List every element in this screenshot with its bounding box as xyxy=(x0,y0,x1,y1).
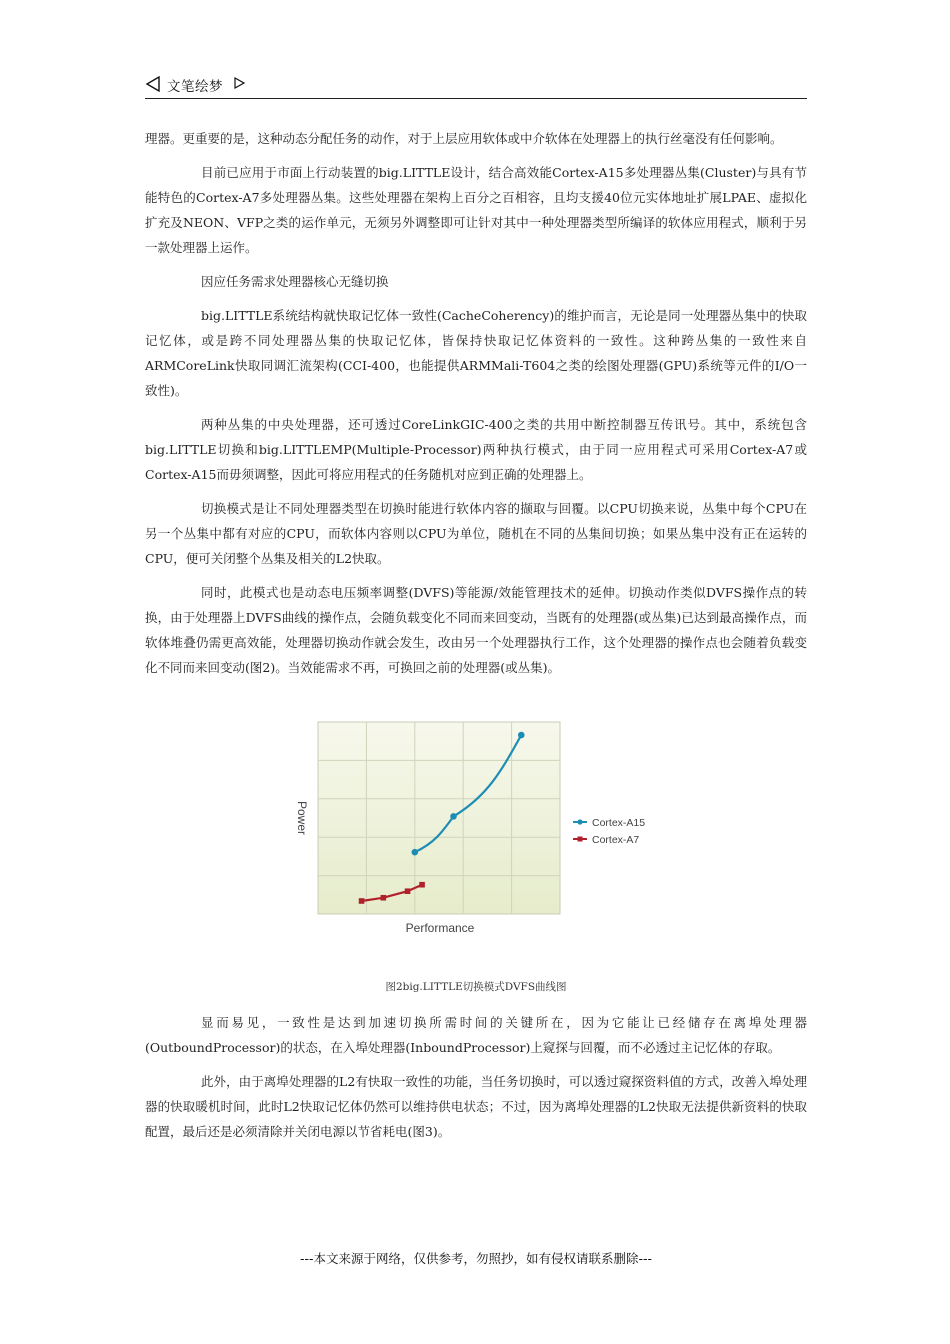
paragraph: 同时，此模式也是动态电压频率调整(DVFS)等能源/效能管理技术的延伸。切换动作类似DVFS操作点的转换，由于处理器上DVFS曲线的操作点，会随负载变化不同而来回变动，当既有的处理器(或丛集)已达到最高操作点，而软体堆叠仍需更高效能，处理器切换动作就会发生，改由另一个处理器执行工作，这个处理器的操作点也会随着负载变化不同而来回变动(图2)。当效能需求不再，可换回之前的处理器(或丛集)。 xyxy=(145,585,807,675)
paragraph: 此外，由于离埠处理器的L2有快取一致性的功能，当任务切换时，可以透过窥探资料值的方式，改善入埠处理器的快取暖机时间，此时L2快取记忆体仍然可以维持供电状态；不过，因为离埠处理器的L2快取无法提供新资料的快取配置，最后还是必须清除并关闭电源以节省耗电(图3)。 xyxy=(145,1074,807,1139)
figure-caption: 图2big.LITTLE切换模式DVFS曲线图 xyxy=(385,981,567,993)
legend-swatch-marker xyxy=(578,837,583,842)
plot-area xyxy=(318,722,560,914)
header-title: 文笔绘梦 xyxy=(167,79,223,95)
left-triangle-icon xyxy=(145,76,161,92)
data-point-cortex-a7 xyxy=(381,895,387,901)
y-axis-label: Power xyxy=(295,800,309,836)
paragraph: 显而易见，一致性是达到加速切换所需时间的关键所在，因为它能让已经储存在离埠处理器(OutboundProcessor)的状态，在入埠处理器(InboundProcessor)上窥探与回覆，而不必透过主记忆体的存取。 xyxy=(145,1015,807,1055)
paragraph: 因应任务需求处理器核心无缝切换 xyxy=(201,274,389,289)
paragraph: 理器。更重要的是，这种动态分配任务的动作，对于上层应用软体或中介软体在处理器上的执行丝毫没有任何影响。 xyxy=(145,131,783,146)
page-header xyxy=(145,72,807,99)
dvfs-chart-figure xyxy=(290,712,670,942)
data-point-cortex-a7 xyxy=(405,888,411,894)
page-footer: ---本文来源于网络，仅供参考，勿照抄，如有侵权请联系删除--- xyxy=(299,1251,653,1266)
right-triangle-icon xyxy=(233,77,245,89)
paragraph: 两种丛集的中央处理器，还可透过CoreLinkGIC-400之类的共用中断控制器互传讯号。其中，系统包含big.LITTLE切换和big.LITTLEMP(Multiple-Processor)两种执行模式，由于同一应用程式可采用Cortex-A7或Cortex-A15而毋须调整，因此可将应用程式的任务随机对应到正确的处理器上。 xyxy=(145,417,807,482)
chart-legend xyxy=(573,817,645,846)
x-axis-label: Performance xyxy=(405,921,475,935)
data-point-cortex-a7 xyxy=(359,898,365,904)
dvfs-chart xyxy=(290,712,670,942)
paragraph: 目前已应用于市面上行动装置的big.LITTLE设计，结合高效能Cortex-A15多处理器丛集(Cluster)与具有节能特色的Cortex-A7多处理器丛集。这些处理器在架构上百分之百相容，且均支援40位元实体地址扩展LPAE、虚拟化扩充及NEON、VFP之类的运作单元，无须另外调整即可让针对其中一种处理器类型所编译的软体应用程式，顺利于另一款处理器上运作。 xyxy=(145,165,807,255)
data-point-cortex-a7 xyxy=(419,882,425,888)
paragraph: 切换模式是让不同处理器类型在切换时能进行软体内容的撷取与回覆。以CPU切换来说，丛集中每个CPU在另一个丛集中都有对应的CPU，而软体内容则以CPU为单位，随机在不同的丛集间切换；如果丛集中没有正在运转的CPU，便可关闭整个丛集及相关的L2快取。 xyxy=(145,501,807,566)
legend-label: Cortex-A7 xyxy=(592,834,640,846)
body-text-bottom xyxy=(145,1010,807,1153)
data-point-cortex-a15 xyxy=(412,849,419,856)
data-point-cortex-a15 xyxy=(450,813,457,820)
legend-label: Cortex-A15 xyxy=(592,817,646,829)
body-text-top xyxy=(145,126,807,689)
paragraph: big.LITTLE系统结构就快取记忆体一致性(CacheCoherency)的维护而言，无论是同一处理器丛集中的快取记忆体，或是跨不同处理器丛集的快取记忆体，皆保持快取记忆体资料的一致性。这种跨丛集的一致性来自ARMCoreLink快取同调汇流架构(CCI-400，也能提供ARMMali-T604之类的绘图处理器(GPU)系统等元件的I/O一致性)。 xyxy=(145,308,807,398)
legend-swatch-marker xyxy=(577,819,582,824)
data-point-cortex-a15 xyxy=(518,732,525,739)
